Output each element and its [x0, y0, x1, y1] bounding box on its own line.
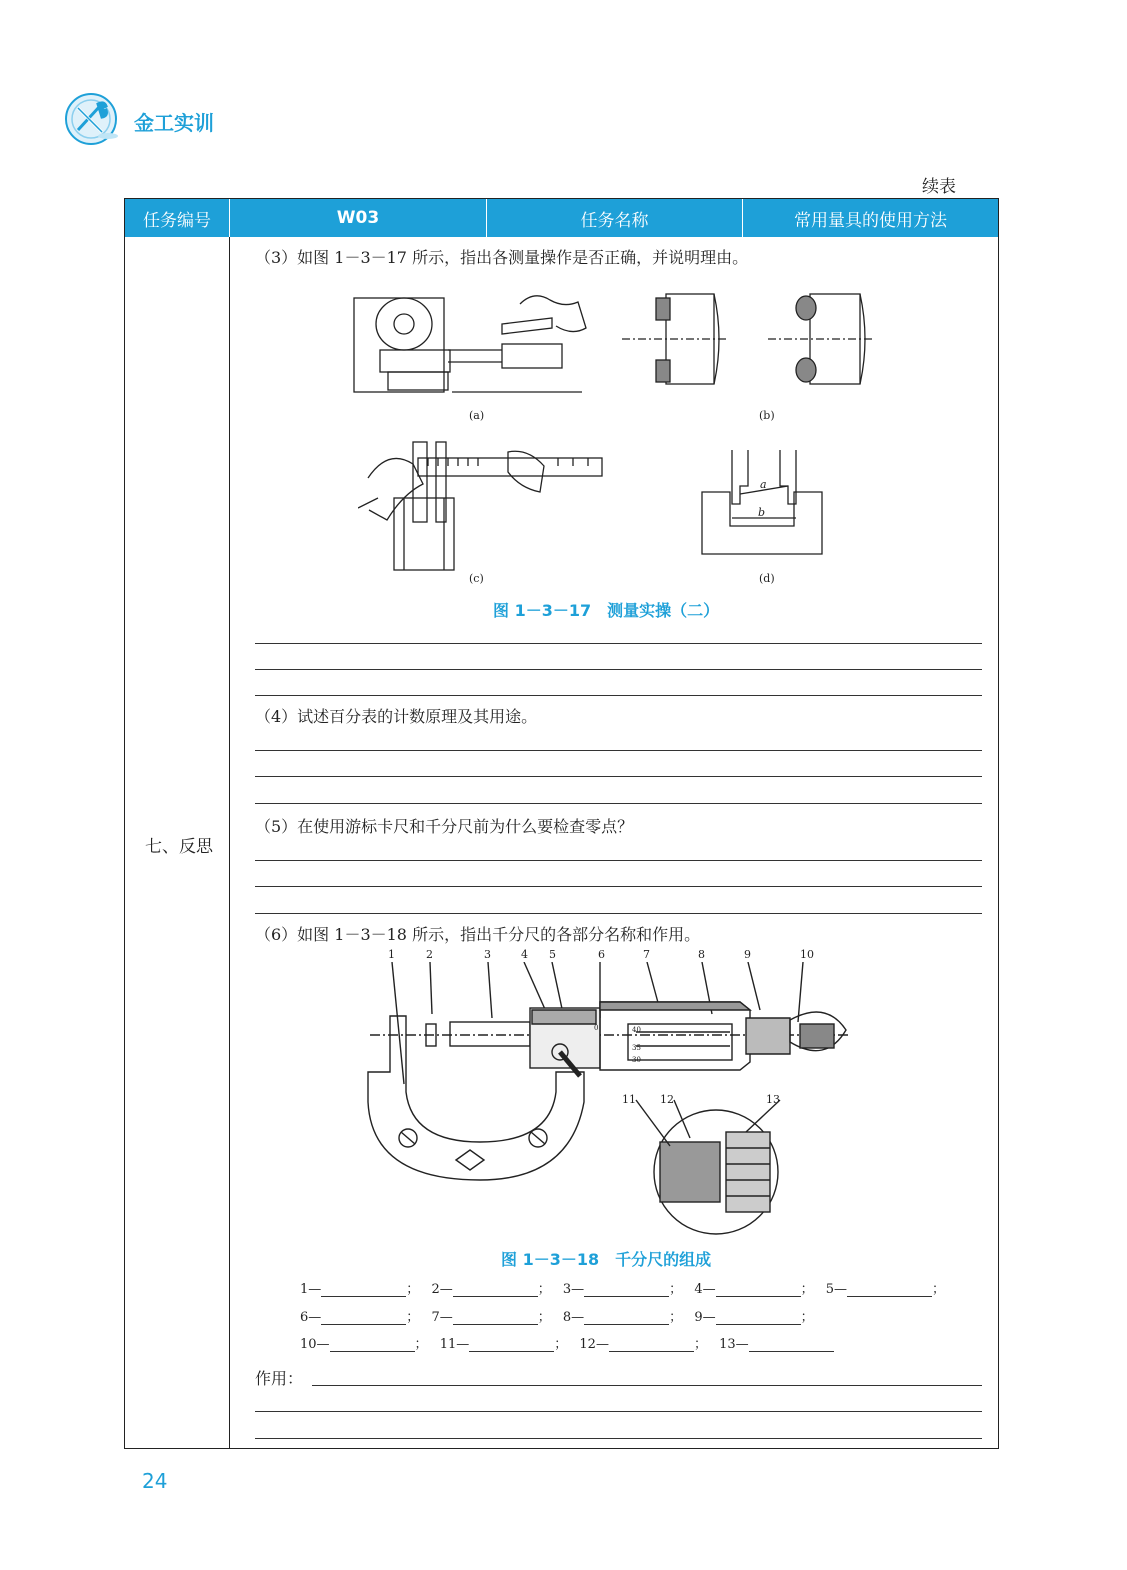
scale-number: 35 [632, 1044, 641, 1052]
fill-separator: ； [800, 1282, 814, 1297]
question-5: （5）在使用游标卡尺和千分尺前为什么要检查零点？ [255, 817, 634, 836]
answer-line [312, 1385, 982, 1386]
answer-line [255, 695, 982, 696]
fill-separator: ； [669, 1310, 683, 1325]
fill-blank-3[interactable] [584, 1282, 669, 1297]
part-number: 10 [800, 948, 814, 961]
answer-line [255, 643, 982, 644]
part-number: 1 [388, 948, 395, 961]
book-logo [64, 92, 122, 146]
figure-17a-label: (a) [469, 409, 485, 422]
answer-line [255, 886, 982, 887]
question-6: （6）如图 1－3－18 所示，指出千分尺的各部分名称和作用。 [255, 925, 701, 944]
fill-separator: ； [406, 1282, 420, 1297]
scale-number: 0 [594, 1024, 599, 1032]
part-number: 4 [521, 948, 528, 961]
fill-blank-4[interactable] [716, 1282, 801, 1297]
header-task-number: 任务编号 [125, 199, 230, 237]
fill-blank-10[interactable] [330, 1337, 415, 1352]
fill-row-3 [300, 1333, 834, 1352]
fill-label: 1— [300, 1282, 322, 1297]
fill-blank-6[interactable] [321, 1310, 406, 1325]
fill-blank-7[interactable] [453, 1310, 538, 1325]
part-number: 7 [643, 948, 650, 961]
part-number: 3 [484, 948, 491, 961]
fill-separator: ； [414, 1337, 428, 1352]
figure-17d-label: (d) [759, 572, 775, 585]
fill-label: 8— [562, 1310, 585, 1325]
fill-label: 4— [694, 1282, 716, 1297]
figure-17-caption: 图 1－3－17 测量实操（二） [493, 601, 720, 620]
figure-17c-label: (c) [469, 572, 484, 585]
fill-label: 11— [439, 1337, 470, 1352]
scale-number: 30 [632, 1056, 641, 1064]
section-label: 七、反思 [145, 837, 213, 857]
fill-separator: ； [669, 1282, 683, 1297]
question-3: （3）如图 1－3－17 所示，指出各测量操作是否正确，并说明理由。 [255, 248, 749, 267]
fill-blank-12[interactable] [609, 1337, 694, 1352]
answer-line [255, 860, 982, 861]
fill-label: 5— [825, 1282, 848, 1297]
fill-blank-11[interactable] [469, 1337, 554, 1352]
fill-blank-8[interactable] [584, 1310, 669, 1325]
part-number: 8 [698, 948, 705, 961]
usage-label: 作用： [255, 1369, 304, 1388]
fill-label: 10— [300, 1337, 330, 1352]
fill-label: 2— [431, 1282, 453, 1297]
question-4: （4）试述百分表的计数原理及其用途。 [255, 707, 538, 726]
page-number: 24 [142, 1469, 168, 1493]
fill-separator: ； [693, 1337, 707, 1352]
figure-18-caption: 图 1－3－18 千分尺的组成 [501, 1250, 712, 1269]
fill-separator: ； [554, 1337, 568, 1352]
fill-separator: ； [406, 1310, 420, 1325]
part-number: 13 [766, 1093, 780, 1106]
answer-line [255, 803, 982, 804]
figure-17a [352, 284, 590, 404]
fill-separator: ； [537, 1310, 551, 1325]
book-title: 金工实训 [134, 111, 214, 135]
fill-label: 12— [579, 1337, 609, 1352]
part-number: 9 [744, 948, 751, 961]
figure-17b-label: (b) [759, 409, 775, 422]
dim-label-b: b [758, 506, 766, 519]
answer-line [255, 750, 982, 751]
figure-17b-left [620, 290, 730, 390]
answer-line [255, 1411, 982, 1412]
fill-separator: ； [800, 1310, 814, 1325]
answer-line [255, 776, 982, 777]
fill-label: 6— [300, 1310, 322, 1325]
fill-separator: ； [932, 1282, 946, 1297]
fill-blank-13[interactable] [749, 1337, 834, 1352]
answer-line [255, 669, 982, 670]
answer-line [255, 1438, 982, 1439]
fill-blank-5[interactable] [847, 1282, 932, 1297]
part-number: 11 [622, 1093, 636, 1106]
wrench-logo-icon [64, 92, 122, 146]
part-number: 6 [598, 948, 605, 961]
fill-blank-2[interactable] [453, 1282, 538, 1297]
fill-label: 9— [694, 1310, 716, 1325]
figure-17b-right [766, 290, 876, 390]
part-number: 2 [426, 948, 433, 961]
fill-label: 3— [562, 1282, 585, 1297]
figure-17c [358, 438, 606, 574]
scale-number: 40 [632, 1026, 641, 1034]
figure-18-micrometer [360, 962, 860, 1242]
column-divider [229, 237, 230, 1448]
header-task-id: W03 [230, 199, 487, 237]
fill-blank-9[interactable] [716, 1310, 801, 1325]
answer-line [255, 913, 982, 914]
fill-label: 7— [431, 1310, 453, 1325]
dim-label-a: a [760, 478, 767, 491]
fill-row-1 [300, 1278, 945, 1297]
fill-blank-1[interactable] [321, 1282, 406, 1297]
header-task-name: 常用量具的使用方法 [743, 199, 998, 237]
continued-label: 续表 [922, 177, 956, 197]
figure-17d [700, 446, 824, 556]
fill-row-2 [300, 1306, 814, 1325]
fill-separator: ； [537, 1282, 551, 1297]
header-task-name-label: 任务名称 [487, 199, 743, 237]
part-number: 5 [549, 948, 556, 961]
part-number: 12 [660, 1093, 674, 1106]
fill-label: 13— [719, 1337, 749, 1352]
